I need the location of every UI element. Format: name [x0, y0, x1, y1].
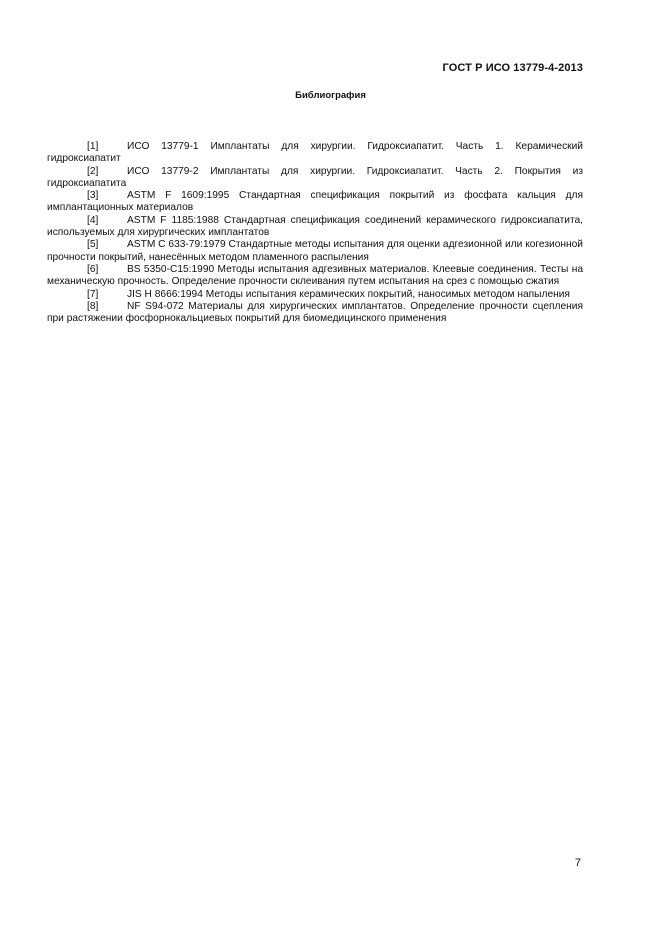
entry-number: [5]	[87, 239, 99, 251]
bibliography-entry	[47, 166, 583, 191]
entry-text: ИСО 13779-1 Имплантаты для хирургии. Гидроксиапатит. Часть 1. Керамический гидроксиапатит	[47, 141, 583, 165]
entry-number: [6]	[87, 263, 99, 275]
entry-number: [2]	[87, 165, 99, 177]
entry-text: BS 5350-C15:1990 Методы испытания адгезивных материалов. Клеевые соединения. Тесты на механическую прочность. Определение прочности склеивания путем испытания на срез с помощью сжатия	[47, 263, 583, 288]
entry-number: [7]	[87, 288, 99, 300]
entry-text: ASTM F 1185:1988 Стандартная спецификация соединений керамического гидроксиапатита, используемых для хирургических имплантатов	[47, 214, 583, 239]
bibliography-entry	[47, 141, 583, 166]
entry-text: ИСО 13779-2 Имплантаты для хирургии. Гидроксиапатит. Часть 2. Покрытия из гидроксиапатита	[47, 165, 583, 189]
entry-number: [4]	[87, 214, 99, 226]
bibliography-entry	[47, 289, 583, 301]
entry-text: NF S94-072 Материалы для хирургических имплантатов. Определение прочности сцепления при растяжении фосфорнокальциевых покрытий для биомедицинского применения	[47, 300, 583, 325]
entry-number: [3]	[87, 190, 99, 202]
bibliography-entry	[47, 190, 583, 215]
bibliography-entry	[47, 215, 583, 240]
bibliography-list	[47, 141, 583, 325]
entry-number: [8]	[87, 300, 99, 312]
entry-text: JIS H 8666:1994 Методы испытания керамических покрытий, наносимых методом напыления	[127, 288, 570, 300]
standard-code-header: ГОСТ Р ИСО 13779-4-2013	[442, 62, 583, 74]
entry-number: [1]	[87, 141, 99, 152]
entry-text: ASTM F 1609:1995 Стандартная спецификация покрытий из фосфата кальция для имплантационных материалов	[47, 190, 583, 214]
entry-text: ASTM C 633-79:1979 Стандартные методы испытания для оценки адгезионной или когезионной прочности покрытий, нанесённых методом пламенного распыления	[47, 239, 583, 263]
bibliography-entry	[47, 239, 583, 264]
page-number: 7	[574, 857, 581, 869]
bibliography-entry	[47, 264, 583, 289]
bibliography-entry	[47, 301, 583, 326]
bibliography-title: Библиография	[295, 90, 366, 101]
